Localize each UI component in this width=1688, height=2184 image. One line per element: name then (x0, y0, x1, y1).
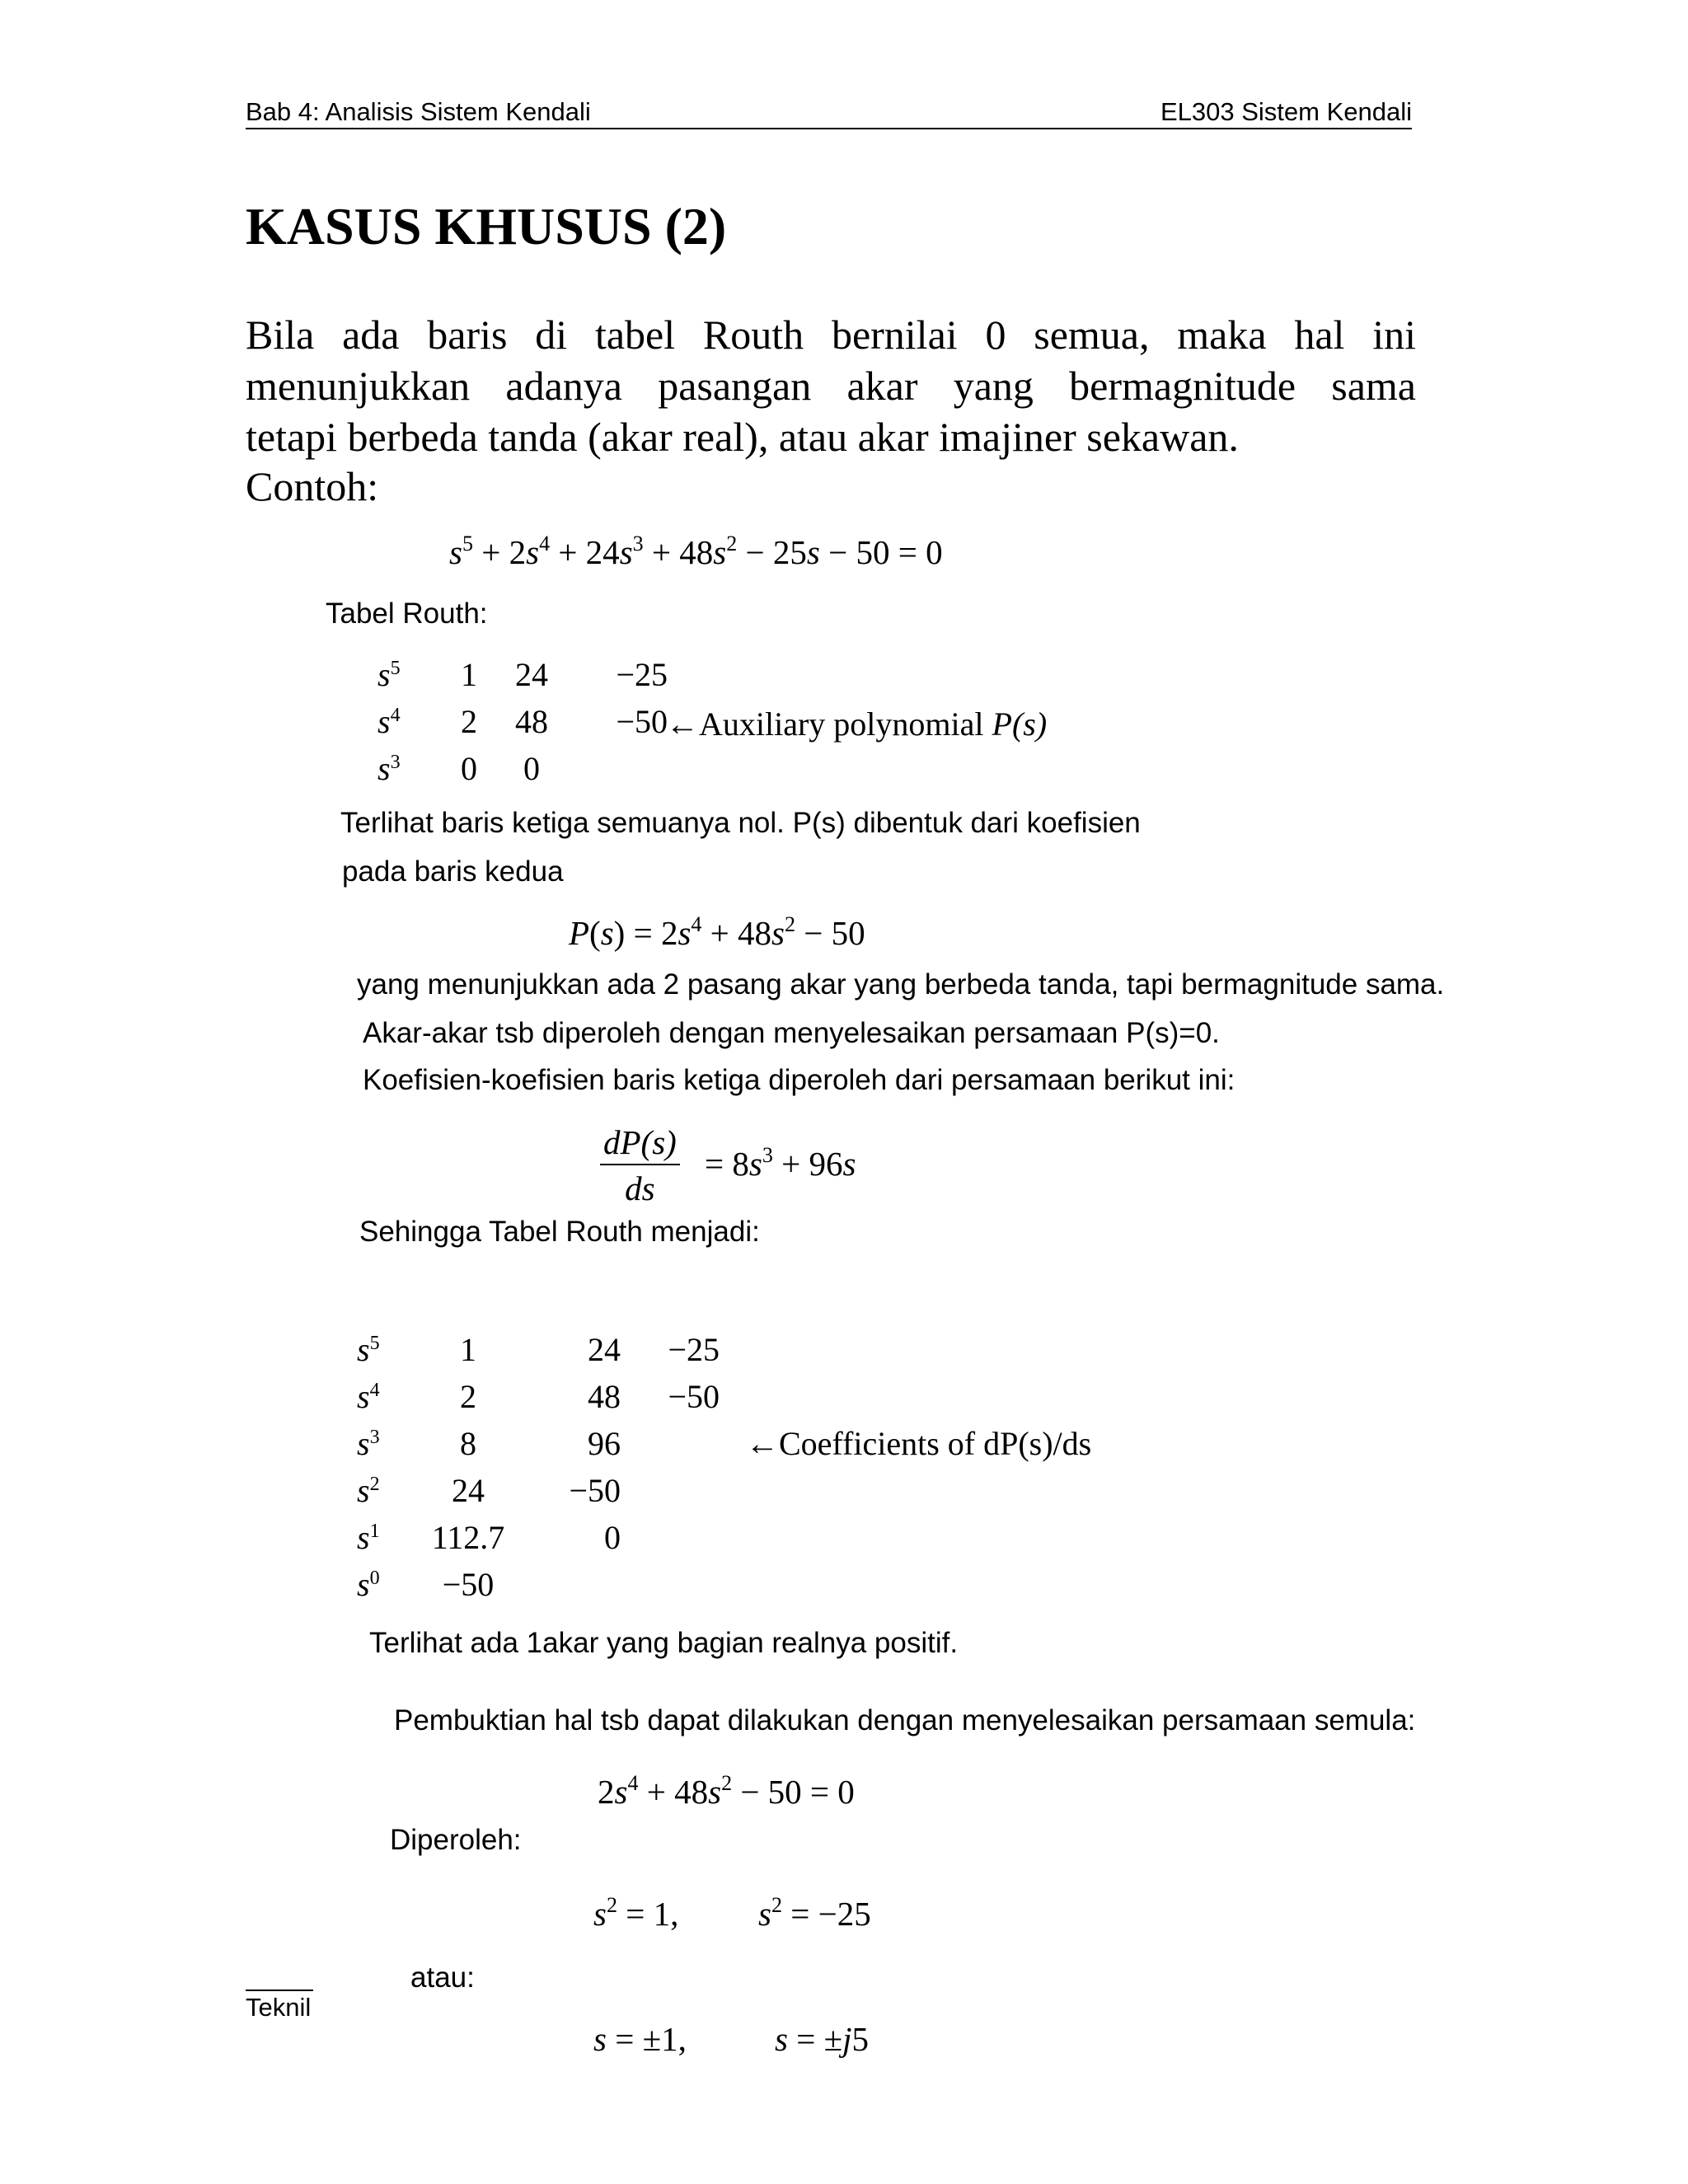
routh-cell (621, 1561, 720, 1608)
routh-cell: 1 (461, 656, 477, 693)
routh-cell: −50 (668, 1378, 720, 1415)
routh-row (357, 1420, 720, 1467)
routh-cell: 2 (461, 703, 477, 740)
routh-cell: 0 (461, 750, 477, 787)
intro-line: Bila ada baris di tabel Routh bernilai 0 semua, maka hal ini (246, 312, 1416, 358)
routh-row (357, 1467, 720, 1514)
routh-cell: −25 (668, 1331, 720, 1368)
routh-cell: 0 (523, 750, 540, 787)
derivative-fraction (600, 1122, 680, 1208)
routh-cell: 48 (588, 1378, 621, 1415)
routh-cell (569, 745, 668, 792)
solution-2a: s = ±1, (593, 2020, 687, 2058)
solution-1a: $s^2 = 1$, (593, 1893, 679, 1933)
routh-power: $s^5$ (357, 1331, 380, 1368)
routh-row (357, 1514, 720, 1561)
routh-power: $s^4$ (357, 1378, 380, 1415)
page-title: KASUS KHUSUS (2) (246, 197, 727, 255)
footer-text: Teknil (246, 1993, 312, 2022)
routh-cell: −50 (616, 703, 668, 740)
footer-rule (246, 1990, 313, 1991)
routh-power: $s^3$ (357, 1425, 380, 1462)
equation-ps: $P(s) = 2s^4 + 48s^2 - 50$ (569, 912, 865, 952)
text-line: Terlihat baris ketiga semuanya nol. P(s) dibentuk dari koefisien (340, 807, 1141, 839)
routh-cell: 24 (588, 1331, 621, 1368)
derivative-rhs: = $8s^3 + 96s$ (705, 1143, 856, 1183)
routh-row (357, 1561, 720, 1608)
routh-cell (621, 1514, 720, 1561)
routh-row (357, 1373, 720, 1420)
intro-line: tetapi berbeda tanda (akar real), atau akar imajiner sekawan. (246, 414, 1239, 460)
routh-power: $s^0$ (357, 1566, 380, 1603)
derivative-numerator: dP(s) (600, 1122, 680, 1165)
routh-cell: 48 (515, 703, 548, 740)
routh-power: $s^1$ (357, 1519, 380, 1556)
proof-intro-text: Pembuktian hal tsb dapat dilakukan dengan menyelesaikan persamaan semula: (394, 1704, 1416, 1736)
routh-cell: 2 (460, 1378, 476, 1415)
coefficients-note: ←Coefficients of dP(s)/ds (746, 1425, 1092, 1462)
text-line: Koefisien-koefisien baris ketiga diperoleh dari persamaan berikut ini: (363, 1064, 1236, 1096)
routh-cell: 96 (588, 1425, 621, 1462)
routh-cell: −50 (442, 1566, 495, 1603)
header-chapter: Bab 4: Analisis Sistem Kendali (246, 97, 591, 126)
routh-row (357, 1326, 720, 1373)
routh-cell (621, 1467, 720, 1514)
solution-2b: s = ±j5 (775, 2020, 869, 2058)
text-line: yang menunjukkan ada 2 pasang akar yang berbeda tanda, tapi bermagnitude sama. (357, 968, 1445, 1001)
routh-cell: 112.7 (431, 1519, 505, 1556)
intro-paragraph (246, 309, 1416, 462)
routh-power: $s^3$ (377, 750, 401, 787)
example-label: Contoh: (246, 463, 379, 509)
auxiliary-note-ps: P(s) (992, 705, 1048, 743)
routh-row (377, 698, 668, 745)
equation-original: $2s^4 + 48s^2 - 50 = 0$ (598, 1771, 855, 1811)
routh-cell: 0 (604, 1519, 621, 1556)
tabel-routh-label: Tabel Routh: (326, 598, 488, 630)
text-line: pada baris kedua (342, 855, 564, 888)
header-rule (246, 128, 1412, 129)
diperoleh-label: Diperoleh: (390, 1824, 522, 1856)
routh-cell (621, 1420, 720, 1467)
routh-table-1 (377, 651, 668, 792)
routh-cell: −50 (569, 1472, 621, 1509)
routh-cell: 24 (452, 1472, 485, 1509)
routh-table-2 (357, 1326, 720, 1608)
intro-line: menunjukkan adanya pasangan akar yang bermagnitude sama (246, 363, 1416, 409)
solution-1b: $s^2 = -25$ (758, 1893, 871, 1933)
routh-power: $s^2$ (357, 1472, 380, 1509)
routh-power: $s^4$ (377, 703, 401, 740)
routh-cell: −25 (616, 656, 668, 693)
routh-cell: 24 (515, 656, 548, 693)
routh-row (377, 651, 668, 698)
text-line: Akar-akar tsb diperoleh dengan menyelesaikan persamaan P(s)=0. (363, 1017, 1220, 1049)
equation-main: $s^5 + 2s^4 + 24s^3 + 48s^2 - 25s - 50 = 0$ (449, 532, 943, 571)
routh-cell: 1 (460, 1331, 476, 1368)
auxiliary-polynomial-note (666, 705, 1047, 743)
routh-cell: 8 (460, 1425, 476, 1462)
atau-label: atau: (410, 1961, 475, 1994)
auxiliary-note-text: ←Auxiliary polynomial (666, 705, 992, 743)
routh-power: $s^5$ (377, 656, 401, 693)
header-course: EL303 Sistem Kendali (1160, 97, 1412, 126)
routh-row (377, 745, 668, 792)
conclusion-text: Terlihat ada 1akar yang bagian realnya positif. (369, 1627, 959, 1659)
derivative-denominator: ds (625, 1169, 655, 1207)
routh-cell (513, 1561, 621, 1608)
sehingga-label: Sehingga Tabel Routh menjadi: (359, 1216, 760, 1248)
